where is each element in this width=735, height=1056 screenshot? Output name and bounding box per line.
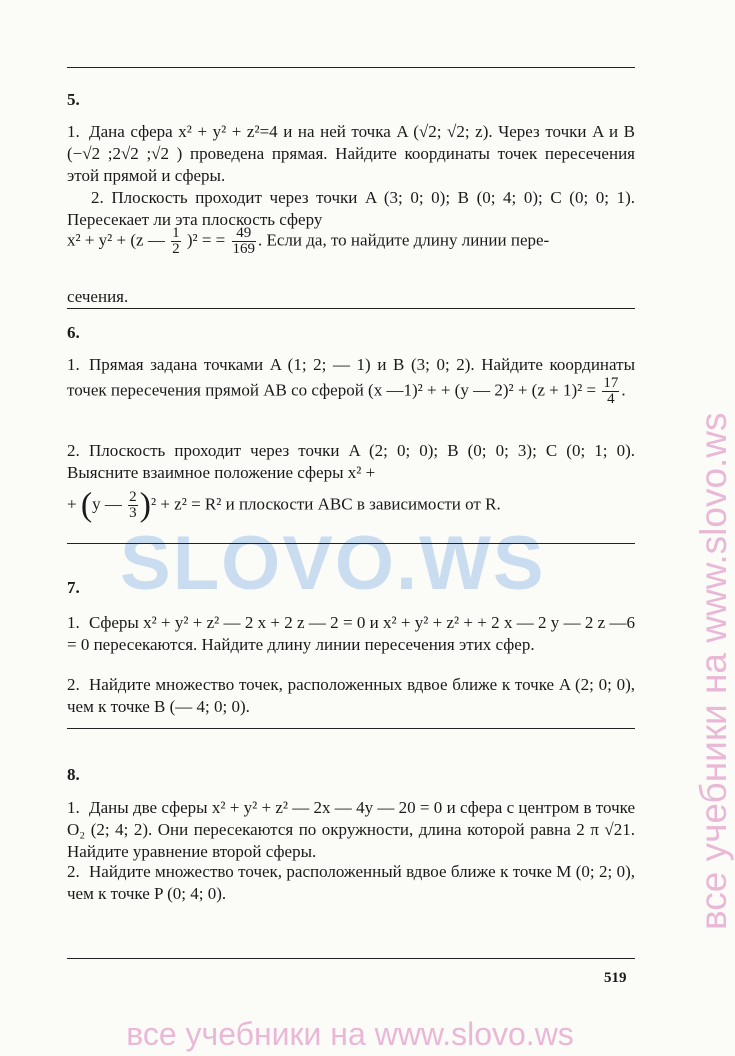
problem-8-2 xyxy=(67,861,635,905)
problem-number: 2. xyxy=(67,675,80,694)
problem-5-2-equation xyxy=(67,226,635,257)
fraction: $\frac{1}{2}$ xyxy=(172,225,180,257)
bottom-watermark: все учебники на www.slovo.ws xyxy=(126,1016,574,1052)
problem-8-1 xyxy=(67,797,635,863)
problem-text-tail: ² + z² = R² и плоскости ABC в зависимости от R. xyxy=(151,494,501,514)
problem-text: Найдите множество точек, расположенный вдвое ближе к точке M (0; 2; 0), чем к точке P (0; 4; 0). xyxy=(67,862,635,903)
divider xyxy=(67,67,635,68)
problem-text: Даны две сферы x² + y² + z² — 2x — 4y — 20 = 0 и сфера с центром в точке O₂ (2; 4; 2). Они пересекаются по окружности, длина которой равна 2 π √21. Найдите уравнение второй сферы. xyxy=(67,798,635,861)
problem-5-2 xyxy=(67,187,635,231)
problem-number: 1. xyxy=(67,355,80,374)
problem-7-2 xyxy=(67,674,635,718)
fraction: $\frac{17}{4}$ xyxy=(603,375,619,407)
problem-5-1 xyxy=(67,121,635,187)
problem-7-1 xyxy=(67,612,635,656)
divider xyxy=(67,728,635,729)
problem-text: Сферы x² + y² + z² — 2 x + 2 z — 2 = 0 и x² + y² + z² + + 2 x — 2 y — 2 z —6 = 0 пересекаются. Найдите длину линии пересечения этих сфер. xyxy=(67,613,635,654)
side-watermark: все учебники на www.slovo.ws xyxy=(693,412,734,930)
divider xyxy=(67,543,635,544)
section-number: 6. xyxy=(67,323,80,342)
problem-text-tail: . Если да, то найдите длину линии пере- xyxy=(258,230,550,250)
problem-number: 1. xyxy=(67,122,80,141)
fraction: $\frac{49}{169}$ xyxy=(232,225,256,257)
problem-number: 2. xyxy=(67,862,80,881)
problem-6-2 xyxy=(67,440,635,484)
problem-6-1: 1. Прямая задана точками A (1; 2; — 1) и B (3; 0; 2). Найдите координаты точек пересечения прямой AB со сферой (x —1)² + + (y — 2)² + (z + 1)² = $\frac{17}{4}$ . xyxy=(67,355,635,407)
section-number: 8. xyxy=(67,765,80,784)
divider xyxy=(67,308,635,309)
center-watermark: SLOVO.WS xyxy=(120,521,546,606)
divider xyxy=(67,958,635,959)
problem-number: 2. xyxy=(91,188,104,207)
problem-text: Плоскость проходит через точки A (3; 0; 0); B (0; 4; 0); C (0; 0; 1). Пересекает ли эта плоскость сферу xyxy=(67,188,635,229)
section-number: 5. xyxy=(67,90,80,109)
problem-text: Прямая задана точками A (1; 2; — 1) и B (3; 0; 2). Найдите координаты точек пересечения прямой AB со сферой (x —1)² + + (y — 2)² + (z + 1)² = xyxy=(67,355,635,400)
fraction: $\frac{2}{3}$ xyxy=(129,489,137,521)
section-number: 7. xyxy=(67,578,80,597)
problem-6-2-equation: + (y — $\frac{2}{3}$ )² + z² = R² и плоскости ABC в зависимости от R. xyxy=(67,486,501,524)
problem-text: Дана сфера x² + y² + z²=4 и на ней точка A (√2; √2; z). Через точки A и B (−√2 ;2√2 ;√2 ) проведена прямая. Найдите координаты точек пересечения этой прямой и сферы. xyxy=(67,122,635,185)
problem-number: 2. xyxy=(67,441,80,460)
equation-mid: )² = = xyxy=(186,230,226,250)
problem-text: Найдите множество точек, расположенных вдвое ближе к точке A (2; 0; 0), чем к точке B (— 4; 0; 0). xyxy=(67,675,635,716)
problem-number: 1. xyxy=(67,798,80,817)
equation-left: x² + y² + (z — xyxy=(67,230,165,250)
problem-text: Плоскость проходит через точки A (2; 0; 0); B (0; 0; 3); C (0; 1; 0). Выясните взаимное положение сферы x² + xyxy=(67,441,635,482)
problem-5-2-end: сечения. xyxy=(67,287,129,306)
page-number: 519 xyxy=(604,970,627,986)
problem-number: 1. xyxy=(67,613,80,632)
